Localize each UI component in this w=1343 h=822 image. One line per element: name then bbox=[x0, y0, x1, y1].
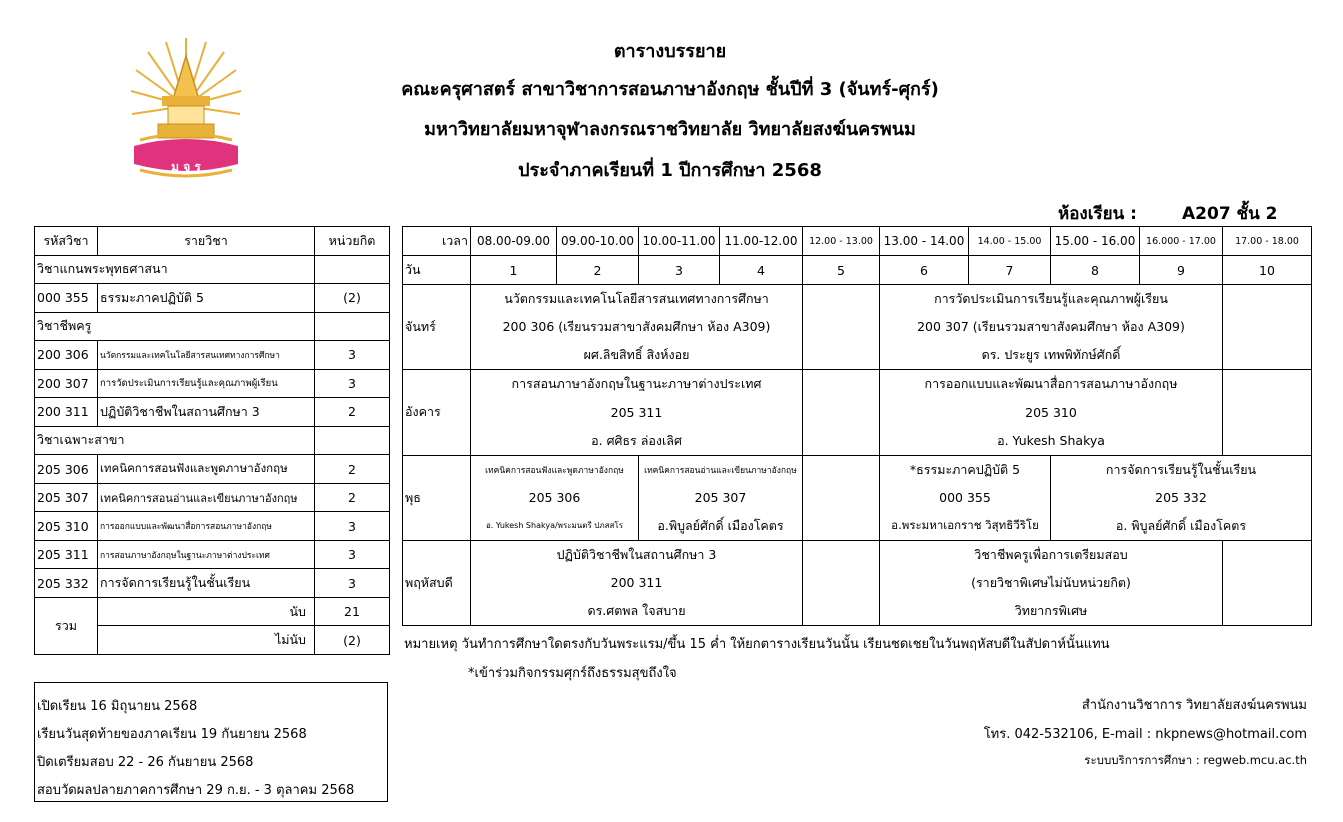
course-code: 205 311 bbox=[35, 540, 98, 569]
course-table bbox=[34, 226, 390, 655]
day-label: วัน bbox=[403, 256, 471, 285]
wednesday-class-a-name: เทคนิคการสอนฟังและพูดภาษาอังกฤษ bbox=[471, 455, 639, 484]
wednesday-class-b-name: เทคนิคการสอนอ่านและเขียนภาษาอังกฤษ bbox=[639, 455, 803, 484]
university-logo bbox=[126, 36, 246, 186]
logo-text: ม จ ร bbox=[171, 160, 201, 174]
table-row bbox=[35, 455, 390, 484]
important-dates-box bbox=[34, 682, 388, 802]
time-slot: 11.00-12.00 bbox=[720, 227, 803, 256]
col-code-header: รหัสวิชา bbox=[35, 227, 98, 256]
wednesday-class-c-code: 000 355 bbox=[880, 484, 1051, 512]
course-code: 205 310 bbox=[35, 512, 98, 541]
time-slot: 17.00 - 18.00 bbox=[1223, 227, 1312, 256]
day-thursday: พฤหัสบดี bbox=[403, 540, 471, 625]
course-code: 205 306 bbox=[35, 455, 98, 484]
table-row bbox=[35, 540, 390, 569]
group-teacher-profession: วิชาชีพครู bbox=[35, 312, 315, 341]
course-name: เทคนิคการสอนอ่านและเขียนภาษาอังกฤษ bbox=[98, 483, 315, 512]
course-name: การสอนภาษาอังกฤษในฐานะภาษาต่างประเทศ bbox=[98, 540, 315, 569]
course-credit: 2 bbox=[315, 455, 390, 484]
course-credit: 2 bbox=[315, 398, 390, 427]
period-number: 3 bbox=[639, 256, 720, 285]
time-slot: 14.00 - 15.00 bbox=[969, 227, 1051, 256]
day-wednesday: พุธ bbox=[403, 455, 471, 540]
course-code: 200 307 bbox=[35, 369, 98, 398]
office-name: สำนักงานวิชาการ วิทยาลัยสงฆ์นครพนม bbox=[1081, 698, 1307, 713]
course-code: 000 355 bbox=[35, 284, 98, 313]
wednesday-class-b-code: 205 307 bbox=[639, 484, 803, 512]
period-number: 5 bbox=[803, 256, 880, 285]
tuesday-class-b-name: การออกแบบและพัฒนาสื่อการสอนภาษาอังกฤษ bbox=[880, 370, 1223, 399]
counted-value: 21 bbox=[315, 597, 390, 626]
time-slot: 12.00 - 13.00 bbox=[803, 227, 880, 256]
course-name: นวัตกรรมและเทคโนโลยีสารสนเทศทางการศึกษา bbox=[98, 341, 315, 370]
monday-class-a-name: นวัตกรรมและเทคโนโลยีสารสนเทศทางการศึกษา bbox=[471, 285, 803, 314]
date-line: เรียนวันสุดท้ายของภาคเรียน 19 กันยายน 2568 bbox=[37, 727, 307, 742]
date-line: สอบวัดผลปลายภาคการศึกษา 29 ก.ย. - 3 ตุลาคม 2568 bbox=[37, 783, 355, 798]
course-name: การวัดประเมินการเรียนรู้และคุณภาพผู้เรียน bbox=[98, 369, 315, 398]
remark-note-2: *เข้าร่วมกิจกรรมศุกร์ถึงธรรมสุขถึงใจ bbox=[468, 666, 677, 681]
date-line: เปิดเรียน 16 มิถุนายน 2568 bbox=[37, 699, 198, 714]
table-row bbox=[35, 569, 390, 598]
wednesday-class-a-code: 205 306 bbox=[471, 484, 639, 512]
thursday-class-b-teacher: วิทยากรพิเศษ bbox=[880, 597, 1223, 626]
period-number: 6 bbox=[880, 256, 969, 285]
course-credit: (2) bbox=[315, 284, 390, 313]
course-name: การออกแบบและพัฒนาสื่อการสอนภาษาอังกฤษ bbox=[98, 512, 315, 541]
title-line-3: มหาวิทยาลัยมหาจุฬาลงกรณราชวิทยาลัย วิทยาลัยสงฆ์นครพนม bbox=[424, 119, 916, 140]
tuesday-class-a-teacher: อ. ศศิธร ล่องเลิศ bbox=[471, 426, 803, 455]
course-credit: 3 bbox=[315, 341, 390, 370]
course-credit: 3 bbox=[315, 512, 390, 541]
room-label: ห้องเรียน : bbox=[1058, 204, 1137, 224]
empty-cell bbox=[315, 312, 390, 341]
course-code: 200 306 bbox=[35, 341, 98, 370]
course-credit: 3 bbox=[315, 540, 390, 569]
period-number: 4 bbox=[720, 256, 803, 285]
room-value: A207 ชั้น 2 bbox=[1182, 204, 1278, 224]
course-name: ธรรมะภาคปฏิบัติ 5 bbox=[98, 284, 315, 313]
table-row bbox=[35, 341, 390, 370]
col-credit-header: หน่วยกิต bbox=[315, 227, 390, 256]
empty-cell bbox=[315, 255, 390, 284]
thursday-class-a-teacher: ดร.ศตพล ใจสบาย bbox=[471, 597, 803, 626]
time-slot: 08.00-09.00 bbox=[471, 227, 557, 256]
table-row bbox=[35, 284, 390, 313]
group-major: วิชาเฉพาะสาขา bbox=[35, 426, 315, 455]
monday-class-b-code: 200 307 (เรียนรวมสาขาสังคมศึกษา ห้อง A309) bbox=[880, 313, 1223, 341]
course-credit: 3 bbox=[315, 569, 390, 598]
thursday-class-a-code: 200 311 bbox=[471, 569, 803, 597]
time-slot: 15.00 - 16.00 bbox=[1051, 227, 1140, 256]
table-row bbox=[35, 369, 390, 398]
title-line-2: คณะครุศาสตร์ สาขาวิชาการสอนภาษาอังกฤษ ชั้นปีที่ 3 (จันทร์-ศุกร์) bbox=[401, 79, 939, 100]
monday-class-b-teacher: ดร. ประยูร เทพพิทักษ์ศักดิ์ bbox=[880, 341, 1223, 370]
monday-class-b-name: การวัดประเมินการเรียนรู้และคุณภาพผู้เรียน bbox=[880, 285, 1223, 314]
wednesday-class-a-teacher: อ. Yukesh Shakya/พระมนตรี ปภสสโร bbox=[471, 512, 639, 541]
time-slot: 10.00-11.00 bbox=[639, 227, 720, 256]
tuesday-class-a-code: 205 311 bbox=[471, 398, 803, 426]
thursday-class-b-name: วิชาชีพครูเพื่อการเตรียมสอบ bbox=[880, 540, 1223, 569]
day-tuesday: อังคาร bbox=[403, 370, 471, 455]
period-number: 2 bbox=[557, 256, 639, 285]
thursday-break bbox=[803, 540, 880, 625]
uncounted-value: (2) bbox=[315, 626, 390, 655]
thursday-empty bbox=[1223, 540, 1312, 625]
period-number: 7 bbox=[969, 256, 1051, 285]
course-code: 200 311 bbox=[35, 398, 98, 427]
schedule-table bbox=[402, 226, 1312, 626]
course-credit: 2 bbox=[315, 483, 390, 512]
wednesday-class-d-name: การจัดการเรียนรู้ในชั้นเรียน bbox=[1051, 455, 1312, 484]
period-number: 10 bbox=[1223, 256, 1312, 285]
wednesday-class-d-teacher: อ. พิบูลย์ศักดิ์ เมืองโคตร bbox=[1051, 512, 1312, 541]
office-system: ระบบบริการการศึกษา : regweb.mcu.ac.th bbox=[1084, 753, 1307, 767]
monday-empty bbox=[1223, 285, 1312, 370]
monday-class-a-teacher: ผศ.ลิขสิทธิ์ สิงห์งอย bbox=[471, 341, 803, 370]
office-contact: โทร. 042-532106, E-mail : nkpnews@hotmail.com bbox=[983, 727, 1307, 742]
empty-cell bbox=[315, 426, 390, 455]
course-code: 205 332 bbox=[35, 569, 98, 598]
monday-break bbox=[803, 285, 880, 370]
thursday-class-a-name: ปฏิบัติวิชาชีพในสถานศึกษา 3 bbox=[471, 540, 803, 569]
period-number: 8 bbox=[1051, 256, 1140, 285]
course-code: 205 307 bbox=[35, 483, 98, 512]
table-row bbox=[35, 398, 390, 427]
wednesday-class-b-teacher: อ.พิบูลย์ศักดิ์ เมืองโคตร bbox=[639, 512, 803, 541]
group-core-buddhism: วิชาแกนพระพุทธศาสนา bbox=[35, 255, 315, 284]
course-credit: 3 bbox=[315, 369, 390, 398]
total-label: รวม bbox=[35, 597, 98, 654]
tuesday-break bbox=[803, 370, 880, 455]
wednesday-class-c-teacher: อ.พระมหาเอกราช วิสุทธิวีริโย bbox=[880, 512, 1051, 541]
time-slot: 16.000 - 17.00 bbox=[1140, 227, 1223, 256]
tuesday-empty bbox=[1223, 370, 1312, 455]
wednesday-break bbox=[803, 455, 880, 540]
time-label: เวลา bbox=[403, 227, 471, 256]
table-row bbox=[35, 483, 390, 512]
wednesday-class-d-code: 205 332 bbox=[1051, 484, 1312, 512]
table-row bbox=[35, 512, 390, 541]
time-slot: 09.00-10.00 bbox=[557, 227, 639, 256]
date-line: ปิดเตรียมสอบ 22 - 26 กันยายน 2568 bbox=[37, 755, 254, 770]
tuesday-class-a-name: การสอนภาษาอังกฤษในฐานะภาษาต่างประเทศ bbox=[471, 370, 803, 399]
period-number: 9 bbox=[1140, 256, 1223, 285]
course-name: การจัดการเรียนรู้ในชั้นเรียน bbox=[98, 569, 315, 598]
course-name: เทคนิคการสอนฟังและพูดภาษาอังกฤษ bbox=[98, 455, 315, 484]
wednesday-class-c-name: *ธรรมะภาคปฏิบัติ 5 bbox=[880, 455, 1051, 484]
title-line-1: ตารางบรรยาย bbox=[613, 41, 727, 62]
uncounted-label: ไม่นับ bbox=[98, 626, 315, 655]
title-line-4: ประจำภาคเรียนที่ 1 ปีการศึกษา 2568 bbox=[518, 160, 822, 181]
time-slot: 13.00 - 14.00 bbox=[880, 227, 969, 256]
remark-note: หมายเหตุ วันทำการศึกษาใดตรงกับวันพระแรม/ขึ้น 15 ค่ำ ให้ยกตารางเรียนวันนั้น เรียนชดเชยในวันพฤหัสบดีในสัปดาห์นั้นแทน bbox=[404, 637, 1110, 652]
counted-label: นับ bbox=[98, 597, 315, 626]
monday-class-a-code: 200 306 (เรียนรวมสาขาสังคมศึกษา ห้อง A309) bbox=[471, 313, 803, 341]
course-name: ปฏิบัติวิชาชีพในสถานศึกษา 3 bbox=[98, 398, 315, 427]
day-monday: จันทร์ bbox=[403, 285, 471, 370]
tuesday-class-b-teacher: อ. Yukesh Shakya bbox=[880, 426, 1223, 455]
tuesday-class-b-code: 205 310 bbox=[880, 398, 1223, 426]
period-number: 1 bbox=[471, 256, 557, 285]
thursday-class-b-code: (รายวิชาพิเศษไม่นับหน่วยกิต) bbox=[880, 569, 1223, 597]
col-name-header: รายวิชา bbox=[98, 227, 315, 256]
